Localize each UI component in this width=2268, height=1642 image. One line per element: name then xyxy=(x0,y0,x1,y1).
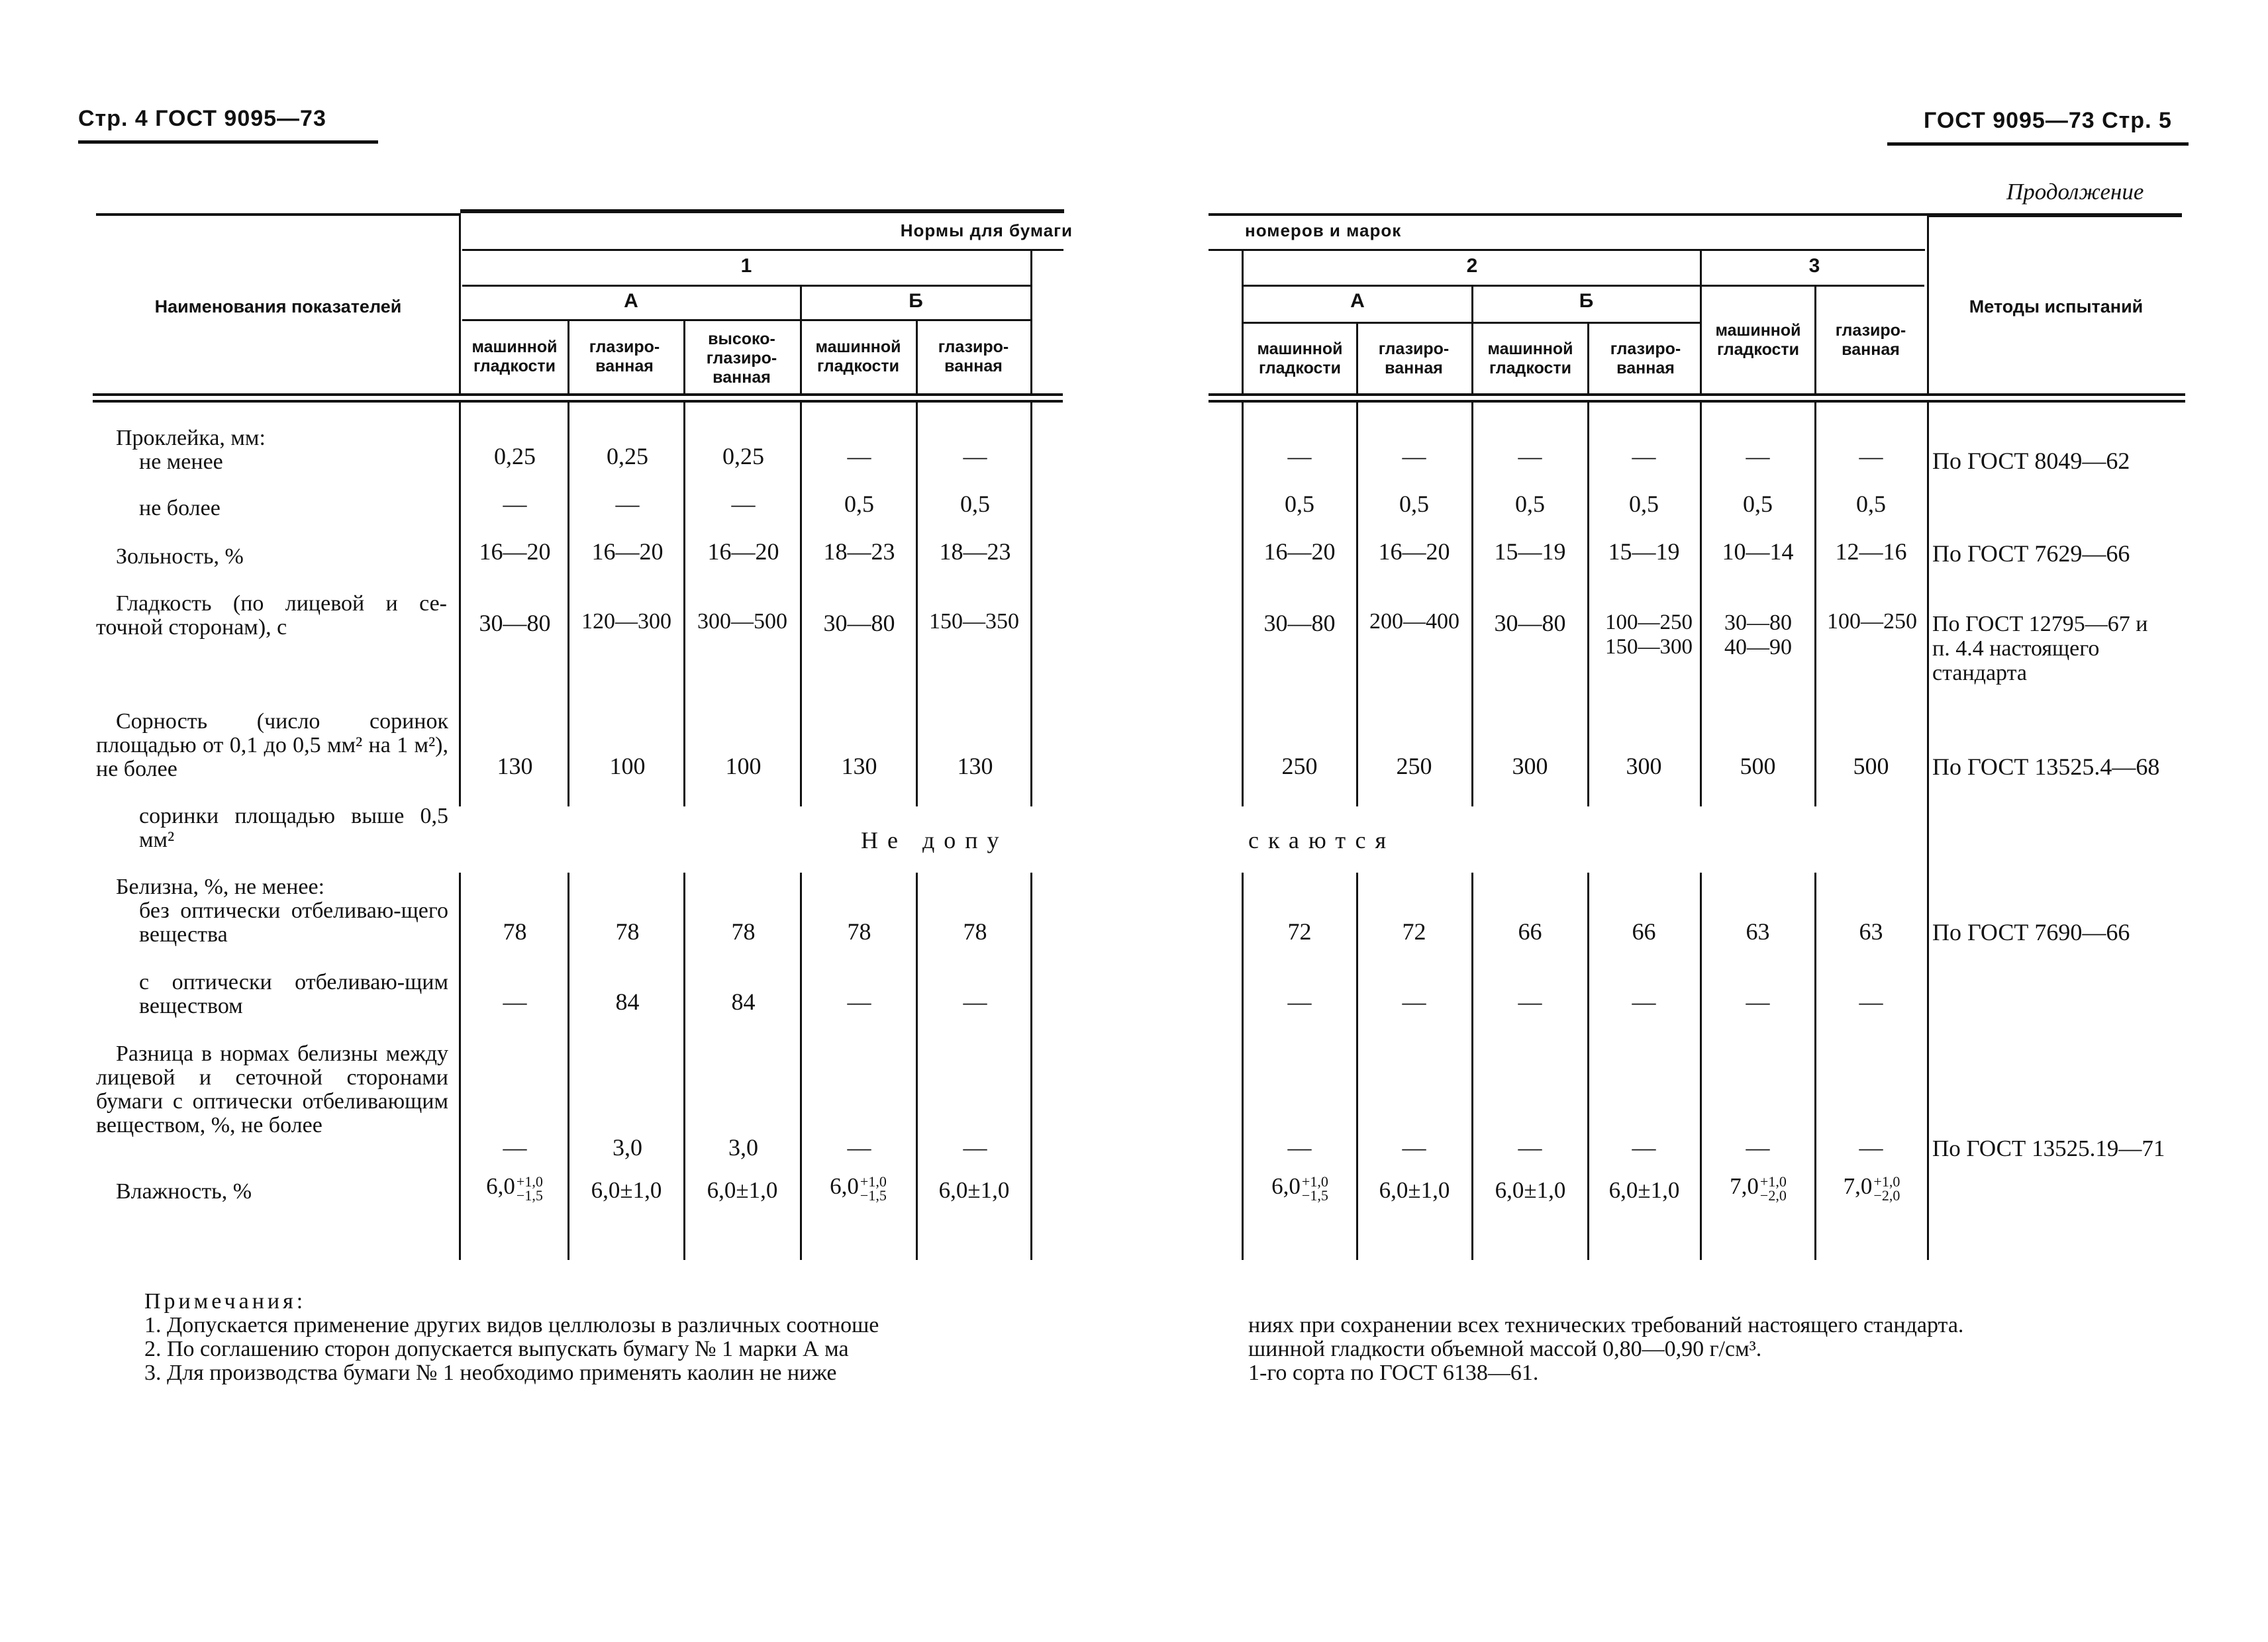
cell-sizing-min-2: 0,25 xyxy=(607,443,648,469)
note-2-left: 2. По соглашению сторон допускается выпускать бумагу № 1 марки А ма xyxy=(144,1337,849,1361)
cell-dirt-8: 300 xyxy=(1512,753,1548,779)
cell-white-diff-8: — xyxy=(1518,1134,1542,1161)
moist-3-base: 6,0 xyxy=(707,1177,736,1203)
cell-dirt-7: 250 xyxy=(1396,753,1432,779)
cell-sizing-min-1: 0,25 xyxy=(494,443,536,469)
cell-smooth-1: 30—80 xyxy=(479,610,551,636)
cell-moist-9 xyxy=(1588,1177,1701,1204)
moist-6-dn: −1,5 xyxy=(1301,1186,1328,1204)
cell-moist-6 xyxy=(1244,1173,1356,1202)
note-3-left: 3. Для производства бумаги № 1 необходимо применять каолин не ниже xyxy=(144,1361,837,1385)
cell-white-7: 72 xyxy=(1402,918,1426,945)
cell-white-11: 63 xyxy=(1859,918,1883,945)
mark-a-number-1: А xyxy=(624,290,638,312)
label-whiteness-no-oba: без оптически отбеливаю-щего вещества xyxy=(139,898,448,947)
cell-smooth-6: 30—80 xyxy=(1263,610,1336,636)
label-sizing-min: не менее xyxy=(139,450,223,474)
cell-white-oba-4: — xyxy=(847,989,871,1015)
cell-white-10: 63 xyxy=(1746,918,1770,945)
cell-sizing-min-7: — xyxy=(1402,443,1426,469)
moist-1-dn: −1,5 xyxy=(516,1186,543,1204)
left-page-header: Стр. 4 ГОСТ 9095—73 xyxy=(78,106,326,131)
cell-moist-4 xyxy=(802,1173,914,1202)
col-header-9: глазиро- ванная xyxy=(1610,340,1681,377)
mark-b-number-2: Б xyxy=(1579,290,1594,312)
method-whiteness: По ГОСТ 7690—66 xyxy=(1932,919,2130,945)
cell-moist-5 xyxy=(918,1177,1030,1204)
cell-ash-8: 15—19 xyxy=(1494,538,1566,565)
cell-white-5: 78 xyxy=(963,918,987,945)
cell-white-diff-6: — xyxy=(1287,1134,1312,1161)
col-header-3: высоко- глазиро- ванная xyxy=(706,330,777,387)
cell-sizing-min-5: — xyxy=(963,443,987,469)
label-sizing-max: не более xyxy=(139,496,221,520)
cell-white-8: 66 xyxy=(1518,918,1542,945)
cell-white-4: 78 xyxy=(847,918,871,945)
cell-white-diff-1: — xyxy=(503,1134,527,1161)
moist-8-pm: ±1,0 xyxy=(1524,1177,1566,1203)
moist-6-base: 6,0 xyxy=(1271,1173,1301,1199)
cell-sizing-min-10: — xyxy=(1746,443,1770,469)
cell-moist-7 xyxy=(1357,1177,1471,1204)
right-header-rule xyxy=(1887,142,2189,146)
moist-1-up: +1,0 xyxy=(516,1173,543,1190)
cell-ash-9: 15—19 xyxy=(1608,538,1680,565)
cell-sizing-min-9: — xyxy=(1632,443,1656,469)
moist-6-tol xyxy=(1302,1175,1328,1202)
cell-white-diff-4: — xyxy=(847,1134,871,1161)
moist-4-tol xyxy=(860,1175,887,1202)
cell-white-9: 66 xyxy=(1632,918,1656,945)
paper-number-3: 3 xyxy=(1808,255,1820,277)
cell-white-diff-7: — xyxy=(1402,1134,1426,1161)
label-dirt-large: соринки площадью выше 0,5 мм² xyxy=(139,804,448,852)
label-whiteness: Белизна, %, не менее: xyxy=(116,875,325,899)
cell-white-1: 78 xyxy=(503,918,527,945)
cell-dirt-1: 130 xyxy=(497,753,533,779)
cell-ash-11: 12—16 xyxy=(1835,538,1907,565)
moist-11-up: +1,0 xyxy=(1873,1173,1900,1190)
method-whiteness-diff: По ГОСТ 13525.19—71 xyxy=(1932,1135,2165,1161)
cell-white-3: 78 xyxy=(731,918,756,945)
col-header-8: машинной гладкости xyxy=(1487,340,1573,377)
cell-ash-1: 16—20 xyxy=(479,538,551,565)
mark-a-number-2: А xyxy=(1350,290,1365,312)
col-header-10: машинной гладкости xyxy=(1715,321,1801,359)
norms-header-part1: Нормы для бумаги xyxy=(900,220,1073,240)
cell-moist-2 xyxy=(569,1177,683,1204)
method-smoothness: По ГОСТ 12795—67 и п. 4.4 настоящего стандарта xyxy=(1932,612,2148,685)
cell-white-diff-2: 3,0 xyxy=(613,1134,642,1161)
moist-1-tol xyxy=(517,1175,543,1202)
cell-sizing-max-4: 0,5 xyxy=(844,491,874,517)
method-ash: По ГОСТ 7629—66 xyxy=(1932,540,2130,567)
cell-smooth-10: 30—80 40—90 xyxy=(1724,610,1792,659)
cell-dirt-11: 500 xyxy=(1853,753,1889,779)
label-smoothness: Гладкость (по лицевой и се-точной сторонам), с xyxy=(96,591,447,640)
moist-10-up: +1,0 xyxy=(1759,1173,1787,1190)
cell-white-diff-5: — xyxy=(963,1134,987,1161)
cell-sizing-max-1: — xyxy=(503,491,527,517)
moist-3-pm: ±1,0 xyxy=(736,1177,778,1203)
moist-2-base: 6,0 xyxy=(591,1177,620,1203)
col-header-1: машинной гладкости xyxy=(471,338,558,375)
label-ash: Зольность, % xyxy=(116,544,244,569)
not-allowed-part1: Не допу xyxy=(861,827,1009,853)
cell-smooth-8: 30—80 xyxy=(1494,610,1566,636)
cell-sizing-max-10: 0,5 xyxy=(1743,491,1773,517)
label-dirt: Сорность (число соринок площадью от 0,1 до 0,5 мм² на 1 м²), не более xyxy=(96,709,448,781)
moist-11-tol xyxy=(1873,1175,1900,1202)
label-whiteness-oba: с оптически отбеливаю-щим веществом xyxy=(139,970,448,1018)
mark-b-number-1: Б xyxy=(909,290,923,312)
label-sizing: Проклейка, мм: xyxy=(116,426,266,450)
method-dirt: По ГОСТ 13525.4—68 xyxy=(1932,753,2160,780)
cell-moist-3 xyxy=(685,1177,799,1204)
cell-white-2: 78 xyxy=(615,918,640,945)
moist-11-base: 7,0 xyxy=(1843,1173,1873,1199)
notes-title: Примечания: xyxy=(144,1289,307,1314)
col-header-2: глазиро- ванная xyxy=(589,338,660,375)
cell-dirt-4: 130 xyxy=(841,753,877,779)
cell-sizing-max-11: 0,5 xyxy=(1856,491,1886,517)
cell-sizing-min-8: — xyxy=(1518,443,1542,469)
cell-white-6: 72 xyxy=(1287,918,1312,945)
cell-dirt-2: 100 xyxy=(609,753,646,779)
cell-white-oba-1: — xyxy=(503,989,527,1015)
cell-sizing-max-9: 0,5 xyxy=(1629,491,1659,517)
cell-sizing-min-6: — xyxy=(1287,443,1312,469)
cell-sizing-min-3: 0,25 xyxy=(722,443,764,469)
cell-ash-2: 16—20 xyxy=(591,538,664,565)
cell-smooth-9: 100—250 150—300 xyxy=(1605,610,1693,659)
col-header-7: глазиро- ванная xyxy=(1378,340,1450,377)
moist-5-base: 6,0 xyxy=(938,1177,968,1203)
moist-8-base: 6,0 xyxy=(1495,1177,1524,1203)
note-1-right: ниях при сохранении всех технических требований настоящего стандарта. xyxy=(1248,1313,1964,1337)
cell-dirt-10: 500 xyxy=(1740,753,1776,779)
cell-white-oba-6: — xyxy=(1287,989,1312,1015)
cell-smooth-4: 30—80 xyxy=(823,610,895,636)
cell-smooth-7: 200—400 xyxy=(1369,609,1459,634)
cell-moist-1 xyxy=(462,1173,567,1202)
cell-ash-10: 10—14 xyxy=(1722,538,1794,565)
cell-sizing-max-2: — xyxy=(615,491,640,517)
cell-smooth-2: 120—300 xyxy=(581,609,671,634)
cell-white-oba-11: — xyxy=(1859,989,1883,1015)
moist-7-base: 6,0 xyxy=(1379,1177,1408,1203)
cell-white-diff-11: — xyxy=(1859,1134,1883,1161)
cell-sizing-max-6: 0,5 xyxy=(1285,491,1314,517)
note-3-right: 1-го сорта по ГОСТ 6138—61. xyxy=(1248,1361,1539,1385)
cell-white-diff-3: 3,0 xyxy=(728,1134,758,1161)
note-2-right: шинной гладкости объемной массой 0,80—0,90 г/см³. xyxy=(1248,1337,1762,1361)
cell-white-oba-3: 84 xyxy=(731,989,756,1015)
method-sizing: По ГОСТ 8049—62 xyxy=(1932,448,2130,474)
paper-number-2: 2 xyxy=(1466,255,1478,277)
moist-10-tol xyxy=(1760,1175,1787,1202)
cell-dirt-5: 130 xyxy=(957,753,993,779)
cell-ash-3: 16—20 xyxy=(707,538,779,565)
norms-header-part2: номеров и марок xyxy=(1245,220,1402,240)
cell-smooth-5: 150—350 xyxy=(929,609,1019,634)
cell-white-oba-9: — xyxy=(1632,989,1656,1015)
cell-ash-7: 16—20 xyxy=(1378,538,1450,565)
cell-moist-8 xyxy=(1473,1177,1587,1204)
note-1-left: 1. Допускается применение других видов целлюлозы в различных соотноше xyxy=(144,1313,879,1337)
indicator-column-header: Наименования показателей xyxy=(154,297,402,316)
moist-5-pm: ±1,0 xyxy=(967,1177,1010,1203)
label-whiteness-diff: Разница в нормах белизны между лицевой и сеточной сторонами бумаги с оптически отбеливающим веществом, %, не более xyxy=(96,1041,448,1137)
col-header-6: машинной гладкости xyxy=(1257,340,1343,377)
cell-sizing-max-7: 0,5 xyxy=(1399,491,1429,517)
cell-ash-5: 18—23 xyxy=(939,538,1011,565)
continuation-label: Продолжение xyxy=(2006,179,2144,205)
paper-number-1: 1 xyxy=(740,255,752,277)
cell-white-oba-8: — xyxy=(1518,989,1542,1015)
cell-sizing-max-5: 0,5 xyxy=(960,491,990,517)
moist-9-pm: ±1,0 xyxy=(1638,1177,1680,1203)
cell-dirt-6: 250 xyxy=(1281,753,1318,779)
cell-moist-10 xyxy=(1702,1173,1814,1202)
col-header-11: глазиро- ванная xyxy=(1835,321,1906,359)
cell-dirt-3: 100 xyxy=(725,753,762,779)
cell-white-oba-2: 84 xyxy=(615,989,640,1015)
moist-4-dn: −1,5 xyxy=(860,1186,887,1204)
cell-sizing-min-4: — xyxy=(847,443,871,469)
moist-10-dn: −2,0 xyxy=(1759,1186,1787,1204)
cell-white-oba-5: — xyxy=(963,989,987,1015)
cell-ash-6: 16—20 xyxy=(1263,538,1336,565)
moist-4-base: 6,0 xyxy=(830,1173,859,1199)
cell-sizing-max-8: 0,5 xyxy=(1515,491,1545,517)
moist-6-up: +1,0 xyxy=(1301,1173,1328,1190)
right-page-header: ГОСТ 9095—73 Стр. 5 xyxy=(1924,108,2172,133)
methods-column-header: Методы испытаний xyxy=(1969,297,2144,316)
col-header-4: машинной гладкости xyxy=(815,338,901,375)
label-moisture: Влажность, % xyxy=(116,1179,252,1204)
left-header-rule xyxy=(78,140,378,144)
moist-2-pm: ±1,0 xyxy=(620,1177,662,1203)
cell-white-diff-9: — xyxy=(1632,1134,1656,1161)
col-header-5: глазиро- ванная xyxy=(938,338,1009,375)
cell-white-oba-10: — xyxy=(1746,989,1770,1015)
cell-sizing-min-11: — xyxy=(1859,443,1883,469)
moist-1-base: 6,0 xyxy=(486,1173,515,1199)
moist-4-up: +1,0 xyxy=(860,1173,887,1190)
cell-moist-11 xyxy=(1816,1173,1927,1202)
cell-smooth-3: 300—500 xyxy=(697,609,787,634)
moist-9-base: 6,0 xyxy=(1608,1177,1638,1203)
cell-dirt-9: 300 xyxy=(1626,753,1662,779)
moist-10-base: 7,0 xyxy=(1730,1173,1759,1199)
cell-sizing-max-3: — xyxy=(731,491,756,517)
cell-white-diff-10: — xyxy=(1746,1134,1770,1161)
cell-ash-4: 18—23 xyxy=(823,538,895,565)
moist-7-pm: ±1,0 xyxy=(1408,1177,1450,1203)
cell-smooth-11: 100—250 xyxy=(1827,609,1917,634)
cell-white-oba-7: — xyxy=(1402,989,1426,1015)
not-allowed-part2: скаются xyxy=(1248,827,1396,853)
moist-11-dn: −2,0 xyxy=(1873,1186,1900,1204)
